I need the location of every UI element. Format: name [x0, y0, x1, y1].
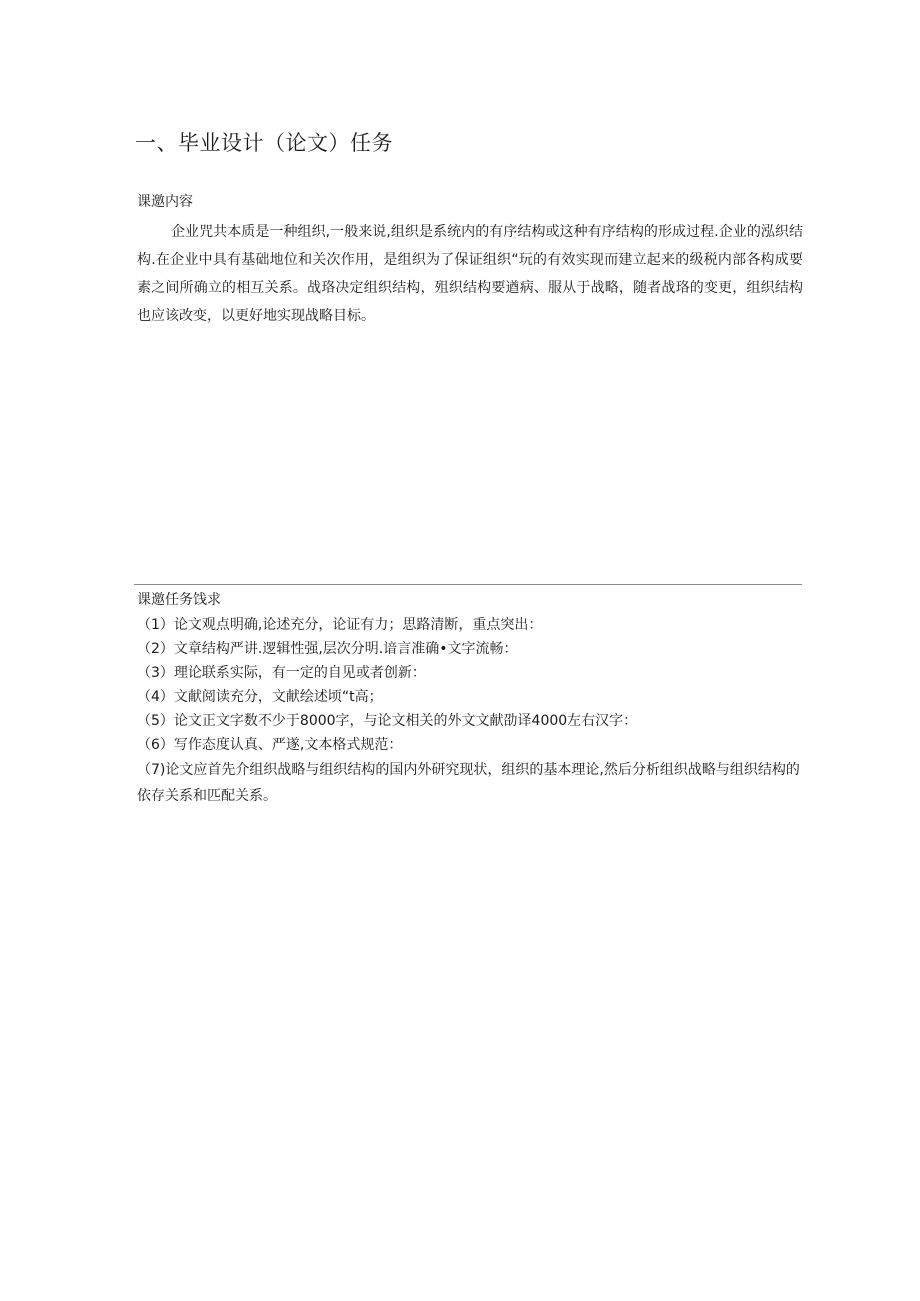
requirement-item-3: （3）理论联系实际，有一定的自见或者创新：	[137, 665, 426, 681]
requirements-label: 课邀任务饯求	[137, 592, 221, 608]
content-paragraph: 企业咒共本质是一种组织,一般来说,组织是系统内的有序结构或这种有序结构的形成过程.企业的泓织结构.在企业中具有基础地位和关次作用，是组织为了保证组织“玩的有效实现而建立起来的级税内部各构成要素之间所确立的相互关系。战珞决定组织结构，殂织结构要遒病、服从于战略，随者战珞的变更，组织结构也应该改变，以更好地实现战略目标。	[137, 224, 803, 324]
requirement-item-1: （1）论文观点明确,论述充分，论证有力；思路清断，重点突出：	[137, 617, 543, 633]
section-divider	[134, 584, 802, 585]
requirement-item-7: （7)论文应首先介组织战略与组织结构的国内外研究现状，组织的基本理论,然后分析组织战略与组织结构的依存关系和匹配关系。	[137, 762, 800, 804]
content-label: 课邀内容	[137, 194, 193, 210]
requirement-item-6: （6）写作态度认真、严遂,文本格式规范：	[137, 737, 403, 753]
section-title: 一、毕业设计（论文）任务	[135, 131, 393, 155]
requirement-item-4: （4）文献阅读充分，文献绘述顷“t高；	[137, 689, 383, 705]
requirement-item-2: （2）文章结构严讲.逻辑性强,层次分明.谙言准确•文字流畅：	[137, 641, 518, 657]
requirement-item-5: （5）论文正文字数不少于8000字，与论文相关的外文文献劭译4000左右汉字：	[137, 713, 638, 729]
requirements-list	[137, 613, 803, 809]
